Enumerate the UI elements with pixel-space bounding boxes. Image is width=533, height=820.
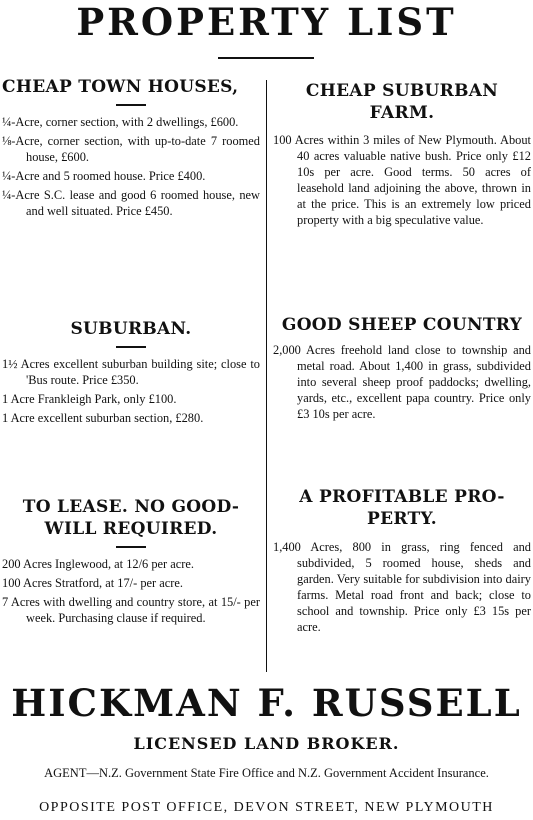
listing-item: 200 Acres Inglewood, at 12/6 per acre. <box>2 557 194 571</box>
left-column-lease <box>2 496 260 629</box>
heading-line: CHEAP SUBURBAN <box>305 81 499 101</box>
listing-item: 100 Acres Stratford, at 17/- per acre. <box>2 576 183 590</box>
listing-item: 7 Acres with dwelling and country store, at 15/- per week. Purchasing clause if required. <box>2 595 260 625</box>
listing-item: ¼-Acre and 5 roomed house. Price £400. <box>2 169 206 183</box>
listing-item: ¼-Acre, corner section, with 2 dwellings, £600. <box>2 115 239 129</box>
heading-line: WILL REQUIRED. <box>44 519 218 539</box>
listing-item: 100 Acres within 3 miles of New Plymouth. About 40 acres valuable native bush. Price only £12 10s per acre. Good terms. 50 acres of leasehold land adjoining the above, thrown in at the price. This is an extremely low priced property with a big speculative value. <box>273 133 531 227</box>
broker-name: HICKMAN F. RUSSELL <box>11 681 522 725</box>
heading-line: FARM. <box>369 103 435 123</box>
section-heading-sheep-country: GOOD SHEEP COUNTRY <box>281 315 523 335</box>
heading-line: TO LEASE. NO GOOD- <box>22 497 240 517</box>
right-column-sheep <box>273 314 531 425</box>
heading-line: PERTY. <box>367 509 437 529</box>
listing-item: 2,000 Acres freehold land close to township and metal road. About 1,400 in grass, subdivided into several sheep proof paddocks; dwelling, yards, etc., excellent papa country. Price only £3 10s per acre. <box>273 343 531 421</box>
broker-role: LICENSED LAND BROKER. <box>133 734 400 753</box>
listing-item: 1 Acre excellent suburban section, £280. <box>2 411 204 425</box>
right-column-profitable <box>273 486 531 638</box>
listing-item: 1½ Acres excellent suburban building site; close to 'Bus route. Price £350. <box>2 357 260 387</box>
listing-item: ¼-Acre S.C. lease and good 6 roomed house, new and well situated. Price £450. <box>2 188 260 218</box>
listing-item: ⅛-Acre, corner section, with up-to-date 7 roomed house, £600. <box>2 134 260 164</box>
section-heading-lease <box>2 496 260 540</box>
section-rule <box>116 104 146 106</box>
section-heading-town-houses: CHEAP TOWN HOUSES, <box>2 77 239 97</box>
listing-item: 1 Acre Frankleigh Park, only £100. <box>2 392 177 406</box>
right-column-farm <box>273 80 531 231</box>
heading-line: A PROFITABLE PRO- <box>299 487 505 507</box>
agent-line: AGENT—N.Z. Government State Fire Office and N.Z. Government Accident Insurance. <box>44 766 489 780</box>
address-line: OPPOSITE POST OFFICE, DEVON STREET, NEW PLYMOUTH <box>39 800 494 815</box>
title-rule <box>218 57 314 59</box>
section-heading-profitable <box>273 486 531 530</box>
section-heading-suburban-farm <box>273 80 531 124</box>
section-rule <box>116 546 146 548</box>
page-title: PROPERTY LIST <box>76 0 457 44</box>
left-column-suburban <box>2 318 260 429</box>
column-divider <box>266 80 267 672</box>
section-rule <box>116 346 146 348</box>
section-heading-suburban: SUBURBAN. <box>70 319 192 339</box>
listing-item: 1,400 Acres, 800 in grass, ring fenced and subdivided, 5 roomed house, sheds and garden. Very suitable for subdivision into dairy farms. Metal road front and back; close to school and township. Price only £3 15s per acre. <box>273 540 531 634</box>
left-column <box>2 76 260 222</box>
